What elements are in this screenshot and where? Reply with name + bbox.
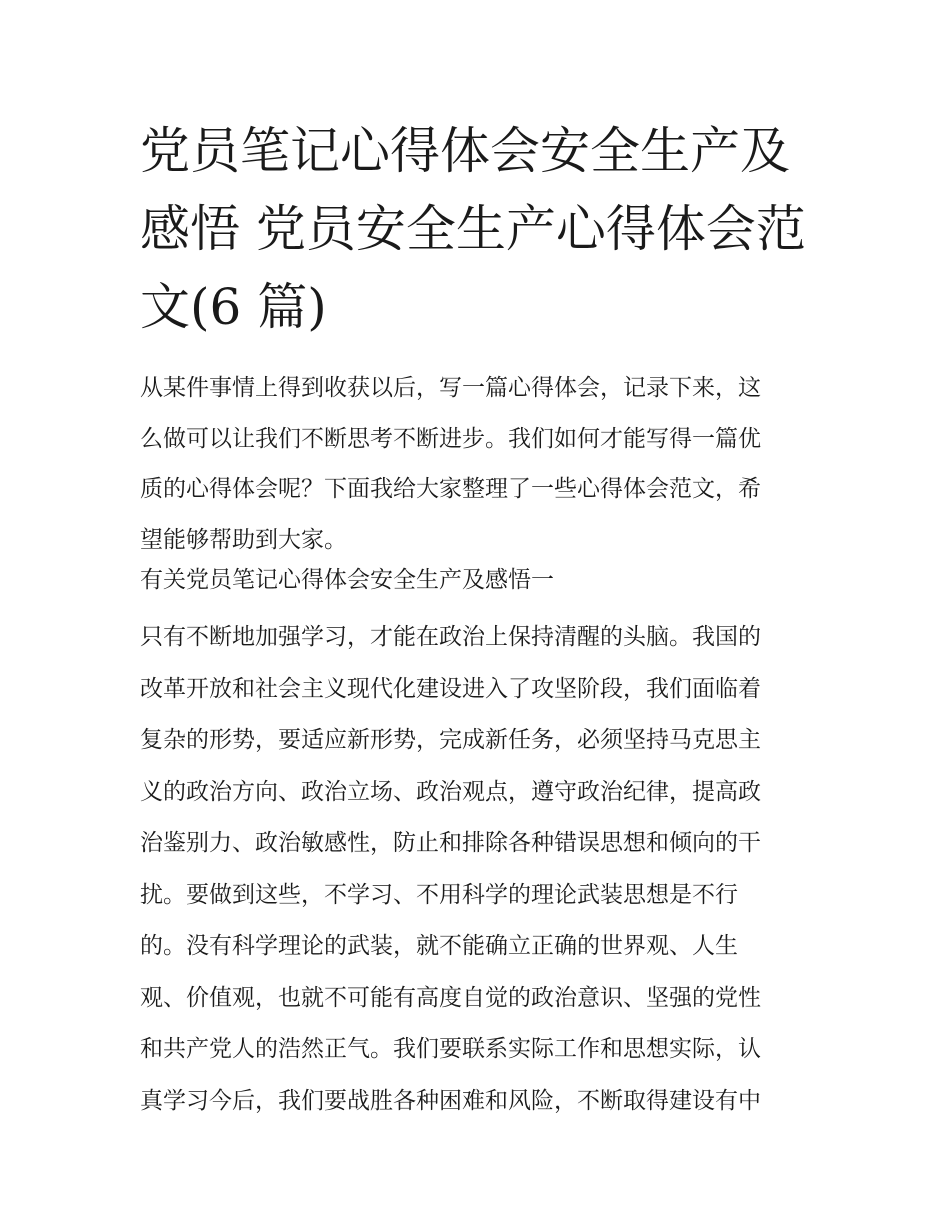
paragraph-line: 望能够帮助到大家。 [140, 526, 347, 553]
paragraph-line: 的。没有科学理论的武装，就不能确立正确的世界观、人生 [140, 933, 738, 959]
title-line: 感悟 党员安全生产心得体会范 [140, 200, 806, 258]
intro-paragraph [140, 363, 820, 565]
paragraph-line: 么做可以让我们不断思考不断进步。我们如何才能写得一篇优 [140, 425, 761, 452]
body-paragraph [140, 612, 820, 1127]
paragraph-line: 观、价值观，也就不可能有高度自觉的政治意识、坚强的党性 [140, 984, 761, 1011]
paragraph-line: 复杂的形势，要适应新形势，完成新任务，必须坚持马克思主 [140, 727, 761, 753]
paragraph-line: 义的政治方向、政治立场、政治观点，遵守政治纪律，提高政 [140, 778, 761, 805]
paragraph-line: 只有不断地加强学习，才能在政治上保持清醒的头脑。我国的 [140, 624, 761, 650]
paragraph-line: 治鉴别力、政治敏感性，防止和排除各种错误思想和倾向的干 [140, 830, 761, 856]
paragraph-line: 扰。要做到这些，不学习、不用科学的理论武装思想是不行 [140, 881, 738, 908]
paragraph-line: 质的心得体会呢？下面我给大家整理了一些心得体会范文，希 [140, 476, 761, 502]
title-line: 文(6 篇) [140, 278, 327, 336]
section-heading: 有关党员笔记心得体会安全生产及感悟一 [140, 567, 554, 593]
document-title [140, 112, 820, 346]
paragraph-line: 改革开放和社会主义现代化建设进入了攻坚阶段，我们面临着 [140, 675, 761, 702]
paragraph-line: 从某件事情上得到收获以后，写一篇心得体会，记录下来，这 [140, 375, 761, 401]
paragraph-line: 和共产党人的浩然正气。我们要联系实际工作和思想实际，认 [140, 1036, 761, 1062]
title-line: 党员笔记心得体会安全生产及 [140, 122, 790, 180]
paragraph-line: 真学习今后，我们要战胜各种困难和风险，不断取得建设有中 [140, 1087, 761, 1114]
